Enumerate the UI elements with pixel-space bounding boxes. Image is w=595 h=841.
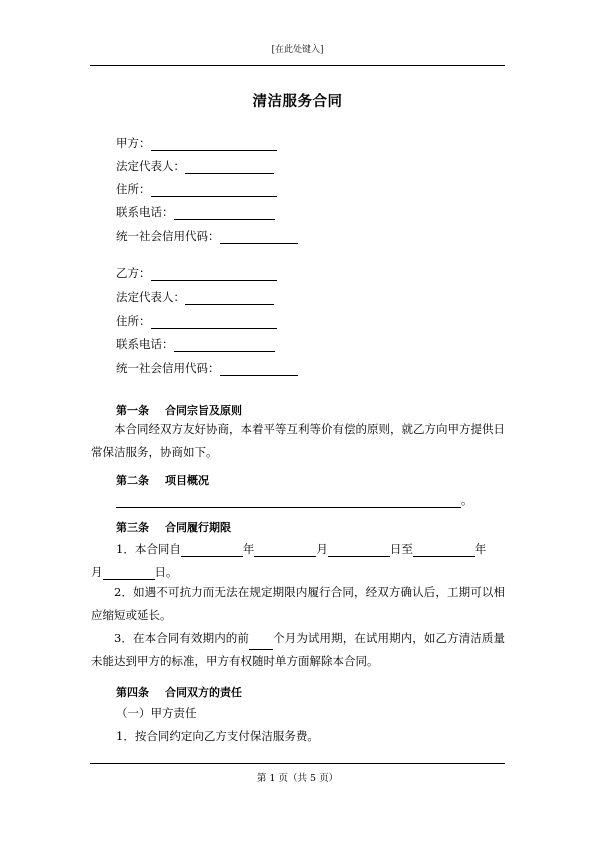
article3-item3: 3．在本合同有效期内的前 个月为试用期，在试用期内，如乙方清洁质量未能达到甲方的标准，甲方有权随时单方面解除本合同。 bbox=[91, 631, 505, 668]
party-b-rep-blank[interactable] bbox=[185, 292, 274, 305]
article1-text: 本合同经双方友好协商，本着平等互利等价有偿的原则，就乙方向甲方提供日常保洁服务，协商如下。 bbox=[91, 422, 505, 459]
article4-sub1: （一）甲方责任 bbox=[116, 706, 197, 720]
party-b-phone-blank[interactable] bbox=[174, 339, 275, 352]
party-b-name-field: 乙方： bbox=[116, 265, 277, 281]
header-rule bbox=[90, 65, 505, 66]
article2-heading: 第二条 项目概况 bbox=[116, 474, 209, 487]
party-a-rep-field: 法定代表人： bbox=[116, 158, 274, 174]
project-overview-blank[interactable] bbox=[116, 495, 461, 508]
document-title: 清洁服务合同 bbox=[252, 94, 343, 110]
start-day-blank[interactable] bbox=[328, 544, 390, 557]
party-a-name-blank[interactable] bbox=[151, 138, 277, 151]
article3-heading: 第三条 合同履行期限 bbox=[116, 521, 231, 534]
party-b-credit-code-blank[interactable] bbox=[220, 363, 298, 376]
party-a-phone-field: 联系电话： bbox=[116, 204, 275, 220]
party-b-address-field: 住所： bbox=[116, 313, 277, 329]
page-footer: 第 1 页（共 5 页） bbox=[256, 773, 339, 784]
end-month-blank[interactable] bbox=[103, 567, 155, 580]
party-a-phone-blank[interactable] bbox=[174, 207, 275, 220]
start-year-blank[interactable] bbox=[181, 544, 243, 557]
article3-item2: 2．如遇不可抗力而无法在规定期限内履行合同，经双方确认后，工期可以相应缩短或延长。 bbox=[91, 585, 505, 622]
article4-item1: 1．按合同约定向乙方支付保洁服务费。 bbox=[116, 729, 319, 743]
article1-heading: 第一条 合同宗旨及原则 bbox=[116, 404, 242, 417]
term-line-2: 月 日。 bbox=[91, 565, 178, 579]
party-b-credit-code-field: 统一社会信用代码： bbox=[116, 360, 298, 376]
footer-rule bbox=[90, 763, 505, 764]
party-b-name-blank[interactable] bbox=[151, 268, 277, 281]
article4-heading: 第四条 合同双方的责任 bbox=[116, 686, 242, 699]
party-a-address-blank[interactable] bbox=[151, 184, 277, 197]
party-a-address-field: 住所： bbox=[116, 181, 277, 197]
party-b-phone-field: 联系电话： bbox=[116, 336, 275, 352]
party-a-credit-code-blank[interactable] bbox=[220, 231, 298, 244]
term-line-1: 1．本合同自 年 月 日至 年 bbox=[116, 542, 487, 556]
page-header: [在此处键入] bbox=[271, 45, 324, 55]
party-b-rep-field: 法定代表人： bbox=[116, 289, 274, 305]
party-a-credit-code-field: 统一社会信用代码： bbox=[116, 228, 298, 244]
party-a-name-field: 甲方： bbox=[116, 135, 277, 151]
party-a-rep-blank[interactable] bbox=[185, 161, 274, 174]
end-year-blank[interactable] bbox=[413, 544, 475, 557]
start-month-blank[interactable] bbox=[254, 544, 316, 557]
trial-months-blank[interactable] bbox=[249, 637, 273, 650]
article2-project-field: 。 bbox=[116, 492, 473, 508]
party-b-address-blank[interactable] bbox=[151, 316, 277, 329]
